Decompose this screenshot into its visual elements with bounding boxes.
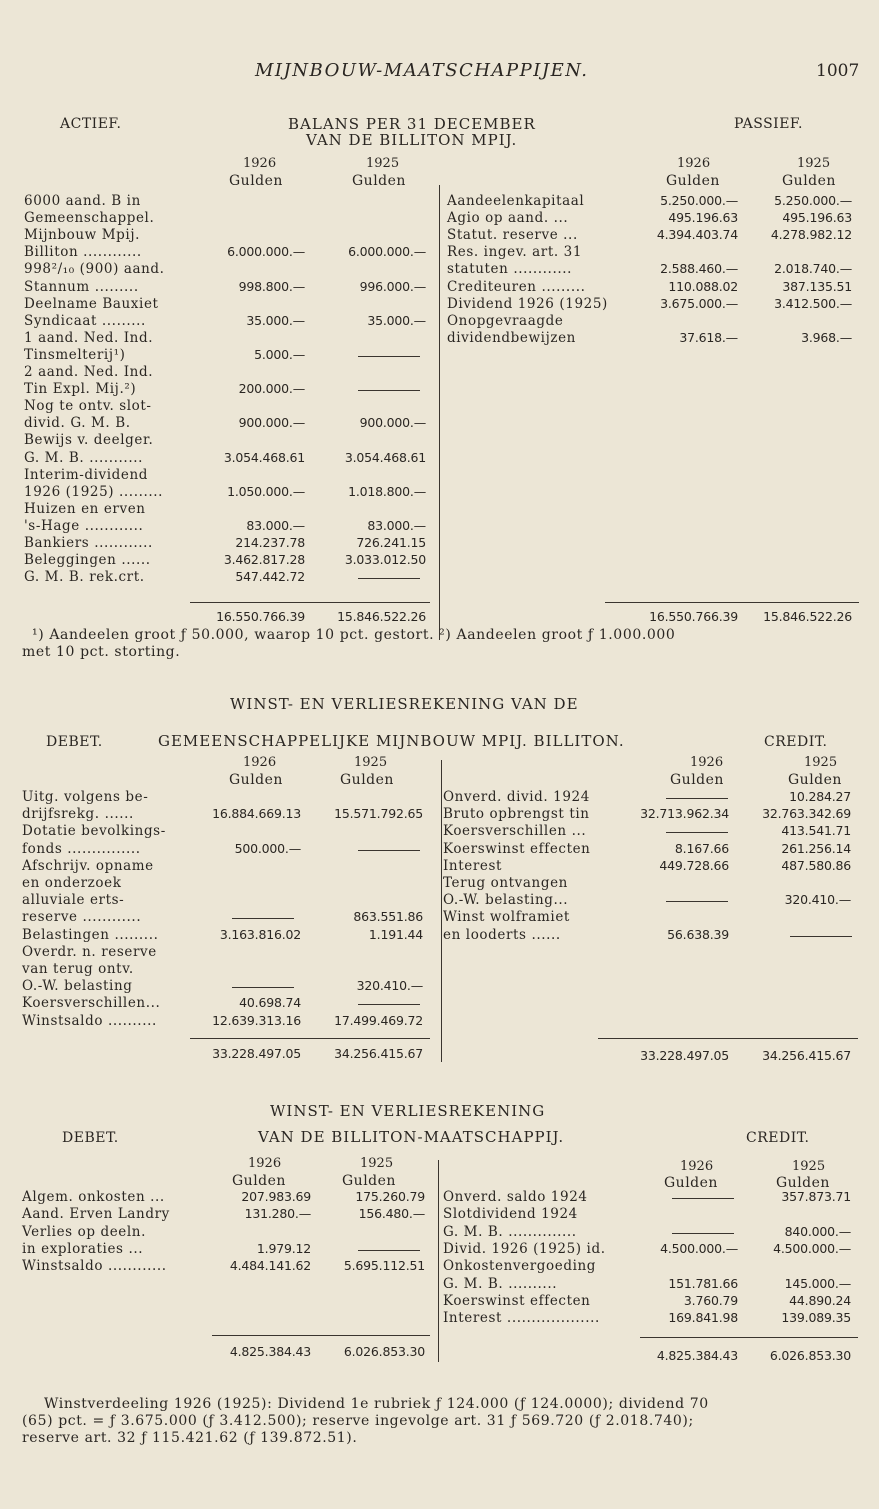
balans-right-1926-amount: 4.394.403.74	[656, 227, 738, 243]
balans-left-desc: Billiton ............	[24, 244, 142, 261]
balans-left-1925-amount	[389, 349, 426, 362]
wv-bil-right-1926-amount: 3.760.79	[683, 1292, 738, 1308]
balans-total-rule-left	[190, 602, 430, 603]
balans-left-1926-amount: 200.000.—	[238, 381, 305, 397]
wv-bil-right-1925-amount: 4.500.000.—	[773, 1240, 851, 1256]
balans-left-1926-amount: 547.442.72	[235, 569, 305, 585]
balans-left-1925-amount: 83.000.—	[367, 517, 426, 533]
wv-bil-right-1926-amount: 151.781.66	[668, 1275, 738, 1291]
balans-left-1926-amount: 214.237.78	[235, 535, 305, 550]
wv-bil-divider	[438, 1160, 439, 1362]
balans-right-desc: Statut. reserve ...	[447, 227, 578, 244]
balans-right-1925-amount: 3.968.—	[801, 329, 852, 345]
wv-bil-right-desc: Koerswinst effecten	[443, 1292, 591, 1309]
balans-left-desc: Syndicaat .........	[24, 312, 146, 329]
balans-left-1925-amount	[389, 383, 426, 396]
balans-passief-label: PASSIEF.	[734, 116, 803, 132]
wv-gem-left-desc: fonds ...............	[22, 840, 141, 857]
wv-bil-right-1926-amount	[701, 1191, 738, 1204]
wv-gem-right-desc: Bruto opbrengst tin	[443, 806, 590, 823]
wv-gem-left-1925-amount: 863.551.86	[353, 909, 423, 925]
wv-gem-left-1926-amount: 500.000.—	[234, 840, 301, 856]
wv-bil-right-desc: Slotdividend 1924	[443, 1206, 578, 1223]
balans-left-1926-amount: 998.800.—	[238, 278, 305, 294]
wv-gem-total-rule-right	[598, 1038, 858, 1039]
wv-gem-left-1925-amount	[386, 843, 423, 856]
wv-gem-title-line2: GEMEENSCHAPPELIJKE MIJNBOUW MPIJ. BILLITON.	[158, 732, 625, 750]
wv-gem-left-1925-amount: 320.410.—	[356, 978, 423, 994]
wv-gem-right-1926-amount: 8.167.66	[674, 840, 729, 856]
wv-gem-left-desc: Belastingen .........	[22, 926, 159, 943]
balans-left-1925-amount: 3.054.468.61	[344, 449, 426, 465]
wv-bil-total-rule-right	[640, 1337, 858, 1338]
balans-left-desc: 's-Hage ............	[24, 517, 144, 534]
balans-left-desc: Bewijs v. deelger.	[24, 432, 154, 449]
page-number: 1007	[816, 61, 860, 81]
balans-right-year-1926: 1926	[677, 156, 711, 171]
wv-gem-right-year-1926: 1926	[690, 755, 724, 770]
wv-bil-left-year-1926: 1926	[248, 1156, 282, 1171]
wv-gem-right-unit-1925: Gulden	[788, 772, 842, 788]
wv-gem-left-1925-amount: 15.571.792.65	[334, 806, 423, 822]
balans-right-1926-amount: 5.250.000.—	[660, 193, 738, 208]
balans-left-desc: divid. G. M. B.	[24, 415, 131, 432]
wv-gem-right-1926-amount: 449.728.66	[659, 857, 729, 873]
wv-gem-left-unit-1926: Gulden	[229, 772, 283, 788]
wv-gem-title-line1: WINST- EN VERLIESREKENING VAN DE	[230, 695, 579, 713]
wv-bil-left-1925-amount: 5.695.112.51	[343, 1258, 425, 1274]
balans-footnote-line1: ¹) Aandeelen groot ƒ 50.000, waarop 10 pct. gestort. ²) Aandeelen groot ƒ 1.000.000	[32, 627, 676, 643]
wv-bil-right-unit-1926: Gulden	[664, 1175, 718, 1191]
wv-gem-left-1926-amount: 40.698.74	[239, 995, 301, 1011]
wv-bil-right-total-1925: 6.026.853.30	[769, 1348, 851, 1363]
wv-gem-left-year-1925: 1925	[354, 755, 388, 770]
balans-divider	[439, 185, 440, 640]
wv-gem-right-1925-amount: 32.763.342.69	[762, 806, 851, 822]
balans-right-1926-amount: 495.196.63	[668, 210, 738, 226]
winstverdeeling-line1: Winstverdeeling 1926 (1925): Dividend 1e rubriek ƒ 124.000 (ƒ 124.0000); dividend 70	[44, 1396, 709, 1412]
wv-gem-left-total-1926: 33.228.497.05	[212, 1046, 301, 1061]
wv-gem-right-desc: Koersverschillen ...	[443, 823, 587, 840]
balans-right-unit-1926: Gulden	[666, 173, 720, 189]
wv-bil-right-desc: G. M. B. ..............	[443, 1223, 577, 1240]
wv-gem-left-1925-amount: 17.499.469.72	[334, 1012, 423, 1028]
wv-gem-right-year-1925: 1925	[804, 755, 838, 770]
wv-gem-left-desc: Koersverschillen...	[22, 995, 161, 1012]
balans-left-desc: Interim-dividend	[24, 466, 149, 483]
balans-left-desc: Stannum .........	[24, 278, 139, 295]
wv-bil-right-1925-amount: 139.089.35	[781, 1310, 851, 1326]
wv-gem-right-1926-amount: 56.638.39	[667, 926, 729, 942]
balans-left-desc: Deelname Bauxiet	[24, 295, 159, 312]
wv-bil-left-1926-amount: 1.979.12	[256, 1240, 311, 1256]
wv-bil-right-desc: G. M. B. ..........	[443, 1275, 558, 1292]
wv-gem-total-rule-left	[190, 1038, 430, 1039]
wv-bil-left-1926-amount: 4.484.141.62	[229, 1258, 311, 1274]
wv-gem-right-desc: en looderts ......	[443, 926, 561, 943]
balans-right-1926-amount: 3.675.000.—	[660, 295, 738, 311]
balans-left-1926-amount: 35.000.—	[246, 312, 305, 328]
balans-left-1926-amount: 3.462.817.28	[223, 552, 305, 568]
wv-bil-title-line2: VAN DE BILLITON-MAATSCHAPPIJ.	[258, 1128, 565, 1146]
wv-gem-left-1926-amount: 16.884.669.13	[212, 806, 301, 822]
winstverdeeling-line3: reserve art. 32 ƒ 115.421.62 (ƒ 139.872.51).	[22, 1430, 358, 1446]
wv-bil-left-desc: Algem. onkosten ...	[22, 1189, 165, 1205]
balans-left-unit-1925: Gulden	[352, 173, 406, 189]
balans-right-year-1925: 1925	[797, 156, 831, 171]
wv-bil-left-desc: in exploraties ...	[22, 1240, 144, 1257]
wv-bil-left-desc: Verlies op deeln.	[22, 1223, 146, 1240]
wv-bil-right-1926-amount: 169.841.98	[668, 1310, 738, 1326]
wv-bil-left-1925-amount: 156.480.—	[358, 1206, 425, 1222]
wv-bil-right-desc: Onkostenvergoeding	[443, 1258, 597, 1275]
balans-left-total-1926: 16.550.766.39	[216, 609, 305, 624]
wv-gem-left-desc: drijfsrekg. ......	[22, 806, 134, 823]
balans-left-total-1925: 15.846.522.26	[337, 609, 426, 624]
balans-footnote-line2: met 10 pct. storting.	[22, 644, 181, 660]
wv-gem-left-desc: Uitg. volgens be-	[22, 789, 149, 805]
wv-gem-left-1926-amount	[264, 911, 301, 924]
balans-left-1925-amount: 900.000.—	[359, 415, 426, 431]
balans-left-1926-amount: 900.000.—	[238, 415, 305, 431]
wv-bil-left-unit-1925: Gulden	[342, 1173, 396, 1189]
wv-gem-credit-label: CREDIT.	[764, 734, 828, 750]
balans-left-unit-1926: Gulden	[229, 173, 283, 189]
wv-gem-left-desc: van terug ontv.	[22, 961, 134, 977]
wv-gem-right-1925-amount: 320.410.—	[784, 892, 851, 908]
balans-right-desc: dividendbewijzen	[447, 329, 576, 346]
balans-right-1925-amount: 5.250.000.—	[774, 193, 852, 208]
wv-gem-left-1925-amount: 1.191.44	[368, 926, 423, 942]
wv-bil-left-1926-amount: 131.280.—	[244, 1206, 311, 1222]
balans-right-1926-amount: 110.088.02	[668, 278, 738, 294]
balans-right-desc: Dividend 1926 (1925)	[447, 295, 608, 312]
wv-bil-right-1925-amount: 44.890.24	[789, 1292, 851, 1308]
wv-gem-left-total-1925: 34.256.415.67	[334, 1046, 423, 1061]
balans-left-1925-amount: 726.241.15	[356, 535, 426, 550]
wv-gem-right-1926-amount	[692, 791, 729, 804]
wv-gem-left-1925-amount	[386, 997, 423, 1010]
balans-left-1926-amount: 6.000.000.—	[227, 244, 305, 260]
balans-left-1926-amount: 3.054.468.61	[223, 449, 305, 465]
balans-left-1926-amount: 1.050.000.—	[227, 483, 305, 499]
wv-bil-title-line1: WINST- EN VERLIESREKENING	[270, 1102, 546, 1120]
wv-gem-left-year-1926: 1926	[243, 755, 277, 770]
balans-right-desc: Onopgevraagde	[447, 312, 564, 329]
balans-left-1926-amount: 5.000.—	[254, 346, 305, 362]
balans-right-1926-amount: 2.588.460.—	[660, 261, 738, 277]
wv-gem-right-total-1926: 33.228.497.05	[640, 1048, 729, 1063]
balans-left-1925-amount: 1.018.800.—	[348, 483, 426, 499]
wv-gem-left-desc: Overdr. n. reserve	[22, 943, 157, 960]
wv-gem-left-desc: Afschrijv. opname	[22, 857, 154, 874]
wv-bil-credit-label: CREDIT.	[746, 1130, 810, 1146]
balans-right-total-1926: 16.550.766.39	[649, 609, 738, 624]
balans-left-desc: Nog te ontv. slot-	[24, 398, 152, 415]
wv-gem-right-1925-amount: 413.541.71	[781, 823, 851, 839]
wv-gem-right-total-1925: 34.256.415.67	[762, 1048, 851, 1063]
running-title: MIJNBOUW-MAATSCHAPPIJEN.	[255, 60, 589, 81]
wv-gem-right-desc: Terug ontvangen	[443, 875, 568, 891]
wv-bil-right-1926-amount	[701, 1226, 738, 1239]
wv-bil-right-year-1925: 1925	[792, 1159, 826, 1174]
wv-bil-debet-label: DEBET.	[62, 1130, 119, 1146]
balans-right-desc: Res. ingev. art. 31	[447, 244, 583, 261]
wv-gem-left-desc: en onderzoek	[22, 875, 122, 891]
balans-right-1925-amount: 387.135.51	[782, 278, 852, 294]
wv-bil-right-1925-amount: 357.873.71	[781, 1189, 851, 1204]
balans-left-desc: Beleggingen ......	[24, 552, 151, 569]
wv-bil-right-total-1926: 4.825.384.43	[656, 1348, 738, 1363]
balans-left-1925-amount: 35.000.—	[367, 312, 426, 328]
wv-bil-right-desc: Onverd. saldo 1924	[443, 1189, 588, 1205]
wv-gem-right-1926-amount	[692, 825, 729, 838]
winstverdeeling-line2: (65) pct. = ƒ 3.675.000 (ƒ 3.412.500); reserve ingevolge art. 31 ƒ 569.720 (ƒ 2.018.740);	[22, 1413, 694, 1429]
balans-right-desc: Crediteuren .........	[447, 278, 586, 295]
wv-gem-left-desc: Winstsaldo ..........	[22, 1012, 157, 1029]
wv-bil-left-total-1925: 6.026.853.30	[343, 1344, 425, 1359]
balans-left-desc: 1926 (1925) .........	[24, 483, 164, 500]
balans-left-desc: G. M. B. rek.crt.	[24, 569, 145, 586]
balans-left-desc: 6000 aand. B in	[24, 193, 141, 209]
balans-right-1925-amount: 495.196.63	[782, 210, 852, 226]
wv-gem-right-desc: O.-W. belasting...	[443, 892, 569, 909]
wv-gem-left-unit-1925: Gulden	[340, 772, 394, 788]
wv-gem-right-1925-amount	[814, 929, 851, 942]
balans-left-1925-amount	[389, 571, 426, 584]
wv-bil-left-1925-amount: 175.260.79	[355, 1189, 425, 1204]
wv-bil-right-unit-1925: Gulden	[776, 1175, 830, 1191]
balans-left-desc: 998²/₁₀ (900) aand.	[24, 261, 165, 278]
balans-right-unit-1925: Gulden	[782, 173, 836, 189]
balans-left-desc: Tinsmelterij¹)	[24, 346, 126, 363]
balans-right-1925-amount: 2.018.740.—	[774, 261, 852, 277]
balans-actief-label: ACTIEF.	[60, 116, 122, 132]
balans-left-year-1926: 1926	[243, 156, 277, 171]
wv-bil-left-1926-amount: 207.983.69	[241, 1189, 311, 1204]
balans-total-rule-right	[605, 602, 859, 603]
balans-left-1925-amount: 996.000.—	[359, 278, 426, 294]
balans-left-desc: Bankiers ............	[24, 535, 153, 551]
wv-gem-left-desc: Dotatie bevolkings-	[22, 823, 166, 840]
wv-gem-right-unit-1926: Gulden	[670, 772, 724, 788]
wv-bil-right-1926-amount: 4.500.000.—	[660, 1240, 738, 1256]
balans-right-desc: Aandeelenkapitaal	[447, 193, 585, 209]
balans-left-1926-amount: 83.000.—	[246, 517, 305, 533]
wv-bil-right-1925-amount: 840.000.—	[784, 1223, 851, 1239]
wv-bil-right-desc: Interest ...................	[443, 1310, 600, 1327]
balans-title-line2: VAN DE BILLITON MPIJ.	[306, 131, 518, 149]
balans-right-desc: Agio op aand. ...	[447, 210, 569, 227]
balans-left-desc: Huizen en erven	[24, 500, 146, 517]
balans-left-desc: 2 aand. Ned. Ind.	[24, 364, 154, 380]
balans-right-1925-amount: 4.278.982.12	[770, 227, 852, 243]
wv-bil-left-year-1925: 1925	[360, 1156, 394, 1171]
wv-bil-left-1925-amount	[388, 1243, 425, 1256]
wv-bil-left-desc: Aand. Erven Landry	[22, 1206, 170, 1223]
wv-gem-right-desc: Interest	[443, 857, 503, 874]
wv-gem-right-1925-amount: 487.580.86	[781, 857, 851, 873]
balans-left-desc: 1 aand. Ned. Ind.	[24, 329, 154, 346]
wv-bil-left-unit-1926: Gulden	[232, 1173, 286, 1189]
balans-title-line1: BALANS PER 31 DECEMBER	[288, 115, 536, 133]
wv-gem-right-desc: Koerswinst effecten	[443, 840, 591, 857]
balans-left-1925-amount: 6.000.000.—	[348, 244, 426, 260]
wv-gem-right-1925-amount: 261.256.14	[781, 840, 851, 856]
wv-gem-left-desc: O.-W. belasting	[22, 978, 133, 995]
wv-gem-left-1926-amount: 3.163.816.02	[219, 926, 301, 942]
wv-gem-right-desc: Onverd. divid. 1924	[443, 789, 590, 805]
balans-right-desc: statuten ............	[447, 261, 573, 278]
balans-right-total-1925: 15.846.522.26	[763, 609, 852, 624]
wv-gem-left-1926-amount	[264, 980, 301, 993]
balans-left-desc: Mijnbouw Mpij.	[24, 227, 140, 244]
balans-right-1926-amount: 37.618.—	[679, 329, 738, 345]
wv-gem-right-1926-amount: 32.713.962.34	[640, 806, 729, 822]
wv-bil-left-desc: Winstsaldo ............	[22, 1258, 167, 1275]
wv-gem-left-desc: reserve ............	[22, 909, 142, 926]
wv-gem-left-1926-amount: 12.639.313.16	[212, 1012, 301, 1028]
balans-left-1925-amount: 3.033.012.50	[344, 552, 426, 568]
wv-bil-right-desc: Divid. 1926 (1925) id.	[443, 1240, 606, 1257]
balans-left-desc: G. M. B. ...........	[24, 449, 143, 466]
balans-left-desc: Tin Expl. Mij.²)	[24, 381, 137, 398]
balans-left-desc: Gemeenschappel.	[24, 210, 155, 227]
wv-gem-right-1926-amount	[692, 894, 729, 907]
balans-left-year-1925: 1925	[366, 156, 400, 171]
wv-bil-right-year-1926: 1926	[680, 1159, 714, 1174]
wv-gem-right-1925-amount: 10.284.27	[789, 789, 851, 804]
wv-bil-left-total-1926: 4.825.384.43	[229, 1344, 311, 1359]
wv-gem-left-desc: alluviale erts-	[22, 892, 125, 909]
balans-right-1925-amount: 3.412.500.—	[774, 295, 852, 311]
wv-gem-debet-label: DEBET.	[46, 734, 103, 750]
wv-bil-total-rule-left	[212, 1335, 430, 1336]
wv-bil-right-1925-amount: 145.000.—	[784, 1275, 851, 1291]
wv-gem-right-desc: Winst wolframiet	[443, 909, 570, 926]
wv-gem-divider	[441, 760, 442, 1062]
